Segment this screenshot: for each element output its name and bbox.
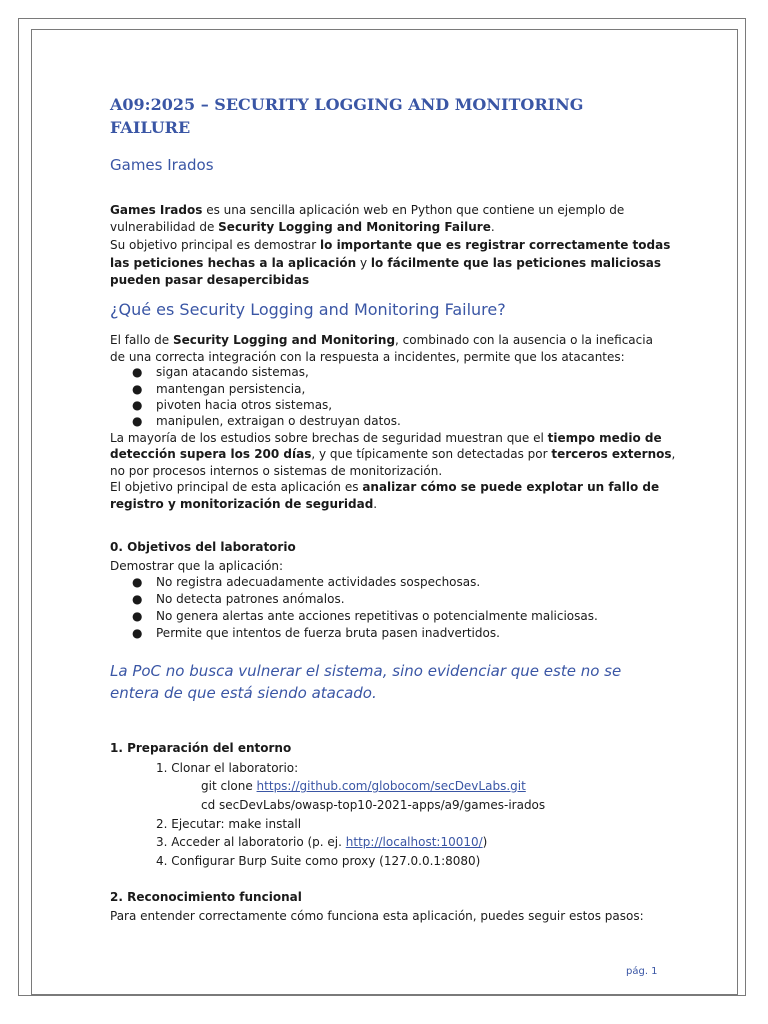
what-line-2: de una correcta integración con la respuesta a incidentes, permite que los atacantes:: [110, 350, 625, 364]
what-line-6: [110, 479, 659, 496]
bullet-icon: ●: [132, 398, 143, 412]
repo-link[interactable]: https://github.com/globocom/secDevLabs.git: [256, 779, 526, 793]
setup-step-4: 4. Configurar Burp Suite como proxy (127.0.0.1:8080): [156, 854, 481, 868]
bullet-icon: ●: [132, 365, 143, 379]
intro-line-2: [110, 219, 495, 236]
intro-bold: Security Logging and Monitoring Failure: [218, 220, 491, 234]
bullet-icon: ●: [132, 609, 143, 623]
intro-text: es una sencilla aplicación web en Python que contiene un ejemplo de: [202, 203, 625, 217]
document-title: A09:2025 – SECURITY LOGGING AND MONITORING FAILURE: [110, 95, 584, 137]
setup-cd-command: cd secDevLabs/owasp-top10-2021-apps/a9/games-irados: [201, 798, 546, 812]
section-heading-recon: 2. Reconocimiento funcional: [110, 890, 302, 904]
intro-text: Su objetivo principal es demostrar: [110, 238, 321, 252]
intro-bold: lo fácilmente que las peticiones maliciosas: [370, 256, 662, 270]
intro-app-name: Games Irados: [110, 203, 203, 217]
what-text: , combinado con la ausencia o la ineficacia: [395, 333, 653, 347]
what-text: , y que típicamente son detectadas por: [311, 447, 552, 461]
list-item-text: sigan atacando sistemas,: [156, 365, 309, 379]
recon-text: Para entender correctamente cómo funciona esta aplicación, puedes seguir estos pasos:: [110, 909, 644, 923]
what-text: El objetivo principal de esta aplicación es: [110, 480, 363, 494]
what-text: .: [373, 497, 378, 511]
setup-step-3: [156, 834, 487, 851]
intro-line-4: [110, 255, 661, 272]
bullet-icon: ●: [132, 592, 143, 606]
objectives-lead: Demostrar que la aplicación:: [110, 559, 284, 573]
what-text: ,: [671, 447, 676, 461]
what-bold: terceros externos: [551, 447, 672, 461]
what-bold: tiempo medio de: [547, 431, 662, 445]
list-item-text: pivoten hacia otros sistemas,: [156, 398, 333, 412]
what-line-4: [110, 446, 675, 463]
list-item-text: manipulen, extraigan o destruyan datos.: [156, 414, 401, 428]
section-heading-setup: 1. Preparación del entorno: [110, 741, 292, 755]
intro-bold: pueden pasar desapercibidas: [110, 273, 310, 287]
intro-bold: lo importante que es registrar correctamente todas: [320, 238, 671, 252]
section-heading-what: ¿Qué es Security Logging and Monitoring Failure?: [110, 300, 506, 319]
intro-line-5: [110, 272, 309, 289]
list-item-text: No genera alertas ante acciones repetitivas o potencialmente maliciosas.: [156, 609, 598, 623]
bullet-icon: ●: [132, 414, 143, 428]
setup-step-2: 2. Ejecutar: make install: [156, 817, 302, 831]
localhost-link[interactable]: http://localhost:10010/: [345, 835, 483, 849]
intro-bold: las peticiones hechas a la aplicación: [110, 256, 357, 270]
what-bold: detección supera los 200 días: [110, 447, 312, 461]
subtitle: Games Irados: [110, 156, 214, 174]
intro-line-1: [110, 202, 624, 219]
intro-text: vulnerabilidad de: [110, 220, 219, 234]
what-bold: registro y monitorización de seguridad: [110, 497, 374, 511]
setup-git-clone: [201, 778, 526, 795]
poc-callout: La PoC no busca vulnerar el sistema, sino evidenciar que este no se entera de que está siendo atacado.: [110, 662, 622, 702]
bullet-icon: ●: [132, 626, 143, 640]
what-line-7: [110, 496, 377, 513]
intro-line-3: [110, 237, 670, 254]
what-line-1: [110, 332, 653, 349]
git-command: git clone: [201, 779, 257, 793]
list-item-text: Permite que intentos de fuerza bruta pasen inadvertidos.: [156, 626, 500, 640]
bullet-icon: ●: [132, 575, 143, 589]
list-item-text: No detecta patrones anómalos.: [156, 592, 345, 606]
what-bold: analizar cómo se puede explotar un fallo de: [362, 480, 660, 494]
setup-text: ): [482, 835, 488, 849]
list-item-text: No registra adecuadamente actividades sospechosas.: [156, 575, 481, 589]
intro-text: y: [356, 256, 371, 270]
list-item-text: mantengan persistencia,: [156, 382, 306, 396]
section-heading-objectives: 0. Objetivos del laboratorio: [110, 540, 296, 554]
what-text: El fallo de: [110, 333, 173, 347]
intro-text: .: [490, 220, 495, 234]
setup-text: 3. Acceder al laboratorio (p. ej.: [156, 835, 346, 849]
setup-step-1: 1. Clonar el laboratorio:: [156, 761, 299, 775]
page-number: pág. 1: [626, 966, 658, 977]
what-line-3: [110, 430, 662, 447]
what-bold: Security Logging and Monitoring: [172, 333, 396, 347]
bullet-icon: ●: [132, 382, 143, 396]
what-line-5: no por procesos internos o sistemas de monitorización.: [110, 464, 443, 478]
what-text: La mayoría de los estudios sobre brechas de seguridad muestran que el: [110, 431, 548, 445]
